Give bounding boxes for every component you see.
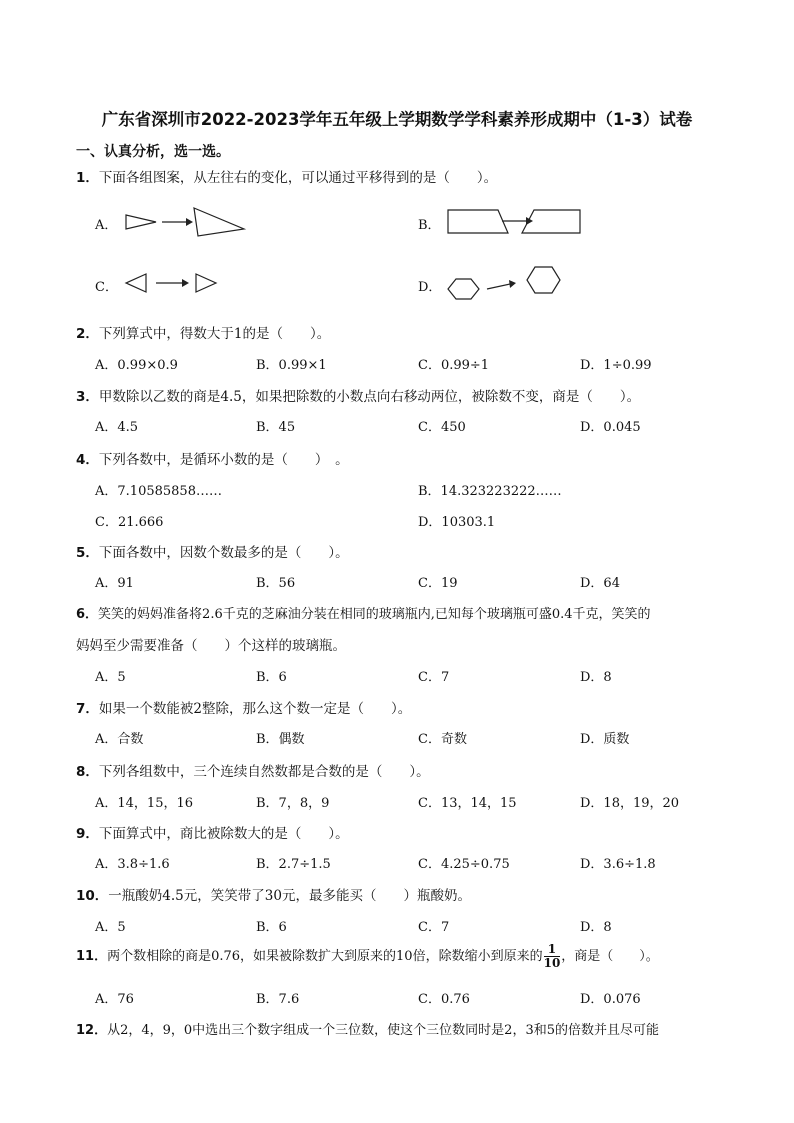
question-number: 5． [76, 545, 99, 561]
option-a-label: A． [95, 218, 118, 233]
question-6 [76, 603, 651, 622]
question-3 [76, 385, 640, 405]
question-text: 下列各数中，是循环小数的是（ ） 。 [98, 452, 349, 468]
option-b: B．0.99×1 [256, 358, 327, 373]
option-d: D．0.076 [580, 992, 641, 1007]
question-number: 6． [76, 607, 99, 622]
question-text: 从2，4，9，0中选出三个数字组成一个三位数，使这个三位数同时是2，3和5的倍数并且尽可能 [107, 1023, 659, 1038]
option-c: C．7 [418, 920, 450, 935]
question-12 [76, 1019, 659, 1038]
option-d: D．8 [580, 920, 612, 935]
question-1 [76, 166, 497, 186]
option-a: A．91 [95, 576, 134, 591]
question-text: 下列各组数中，三个连续自然数都是合数的是（ ）。 [98, 764, 430, 780]
question-4 [76, 448, 349, 468]
fraction [544, 943, 561, 970]
question-number: 9． [76, 826, 99, 842]
option-d-label: D． [418, 280, 442, 295]
question-text: 下面算式中，商比被除数大的是（ ）。 [98, 826, 349, 842]
option-d: D．8 [580, 670, 612, 685]
question-number: 1． [76, 170, 99, 186]
question-text: 笑笑的妈妈准备将2.6千克的芝麻油分装在相同的玻璃瓶内,已知每个玻璃瓶可盛0.4千克，笑笑的 [98, 607, 651, 622]
question-text: 两个数相除的商是0.76，如果被除数扩大到原来的10倍，除数缩小到原来的 [107, 949, 543, 964]
option-d: D．0.045 [580, 420, 641, 435]
option-b-label: B． [418, 218, 441, 233]
exam-title: 广东省深圳市2022-2023学年五年级上学期数学学科素养形成期中（1-3）试卷 [101, 110, 693, 129]
question-number: 10． [76, 888, 109, 904]
section-heading: 一、认真分析，选一选。 [76, 144, 230, 160]
option-d-figure [444, 264, 564, 304]
option-a: A．4.5 [95, 420, 139, 435]
question-text: 如果一个数能被2整除，那么这个数一定是（ ）。 [98, 701, 412, 717]
question-number: 11． [76, 949, 108, 964]
question-6-line-2: 妈妈至少需要准备（ ）个这样的玻璃瓶。 [76, 638, 346, 654]
option-c: C．7 [418, 670, 450, 685]
question-8 [76, 760, 430, 780]
option-d: D．10303.1 [418, 515, 496, 530]
question-11 [76, 943, 659, 970]
option-a: A．14，15，16 [95, 796, 194, 811]
option-c: C．19 [418, 576, 458, 591]
option-a: A．0.99×0.9 [95, 358, 178, 373]
question-number: 12． [76, 1023, 108, 1038]
fraction-numerator: 1 [544, 943, 561, 957]
option-a: A．5 [95, 920, 126, 935]
option-b: B．7，8，9 [256, 796, 330, 811]
option-c: C．0.76 [418, 992, 470, 1007]
option-a: A．3.8÷1.6 [95, 857, 170, 872]
option-b: B．45 [256, 420, 296, 435]
option-b: B．7.6 [256, 992, 300, 1007]
option-b: B．56 [256, 576, 296, 591]
question-text: 下列算式中，得数大于1的是（ ）。 [98, 326, 331, 342]
question-number: 2． [76, 326, 99, 342]
option-b: B．14.323223222…… [418, 484, 562, 499]
option-c: C．奇数 [418, 732, 467, 747]
option-c: C．13，14，15 [418, 796, 517, 811]
question-2 [76, 322, 330, 342]
question-number: 3． [76, 389, 99, 405]
option-c: C．21.666 [95, 515, 164, 530]
option-c-figure [124, 272, 224, 296]
question-7 [76, 697, 411, 717]
option-a-figure [124, 205, 248, 237]
option-d: D．质数 [580, 732, 630, 747]
question-text-tail: ，商是（ ）。 [561, 949, 659, 964]
option-c: C．450 [418, 420, 466, 435]
question-text: 下面各数中，因数个数最多的是（ ）。 [98, 545, 349, 561]
fraction-denominator: 10 [543, 956, 561, 970]
question-number: 8． [76, 764, 99, 780]
option-b: B．6 [256, 670, 287, 685]
option-b: B．偶数 [256, 732, 305, 747]
question-text: 下面各组图案，从左往右的变化，可以通过平移得到的是（ ）。 [98, 170, 498, 186]
question-text: 甲数除以乙数的商是4.5，如果把除数的小数点向右移动两位，被除数不变，商是（ ）。 [98, 389, 641, 405]
option-c-label: C． [95, 280, 118, 295]
option-d: D．18，19，20 [580, 796, 680, 811]
option-c: C．4.25÷0.75 [418, 857, 510, 872]
question-number: 4． [76, 452, 99, 468]
question-9 [76, 822, 349, 842]
option-d: D．1÷0.99 [580, 358, 652, 373]
option-a: A．76 [95, 992, 134, 1007]
option-a: A．7.10585858…… [95, 484, 222, 499]
option-a: A．合数 [95, 732, 144, 747]
option-b: B．2.7÷1.5 [256, 857, 331, 872]
option-a: A．5 [95, 670, 126, 685]
option-d: D．3.6÷1.8 [580, 857, 656, 872]
option-c: C．0.99÷1 [418, 358, 490, 373]
question-10 [76, 884, 471, 904]
question-5 [76, 541, 349, 561]
option-b-figure [446, 207, 586, 237]
option-b: B．6 [256, 920, 287, 935]
option-d: D．64 [580, 576, 620, 591]
question-text: 一瓶酸奶4.5元，笑笑带了30元，最多能买（ ）瓶酸奶。 [108, 888, 471, 904]
question-number: 7． [76, 701, 99, 717]
